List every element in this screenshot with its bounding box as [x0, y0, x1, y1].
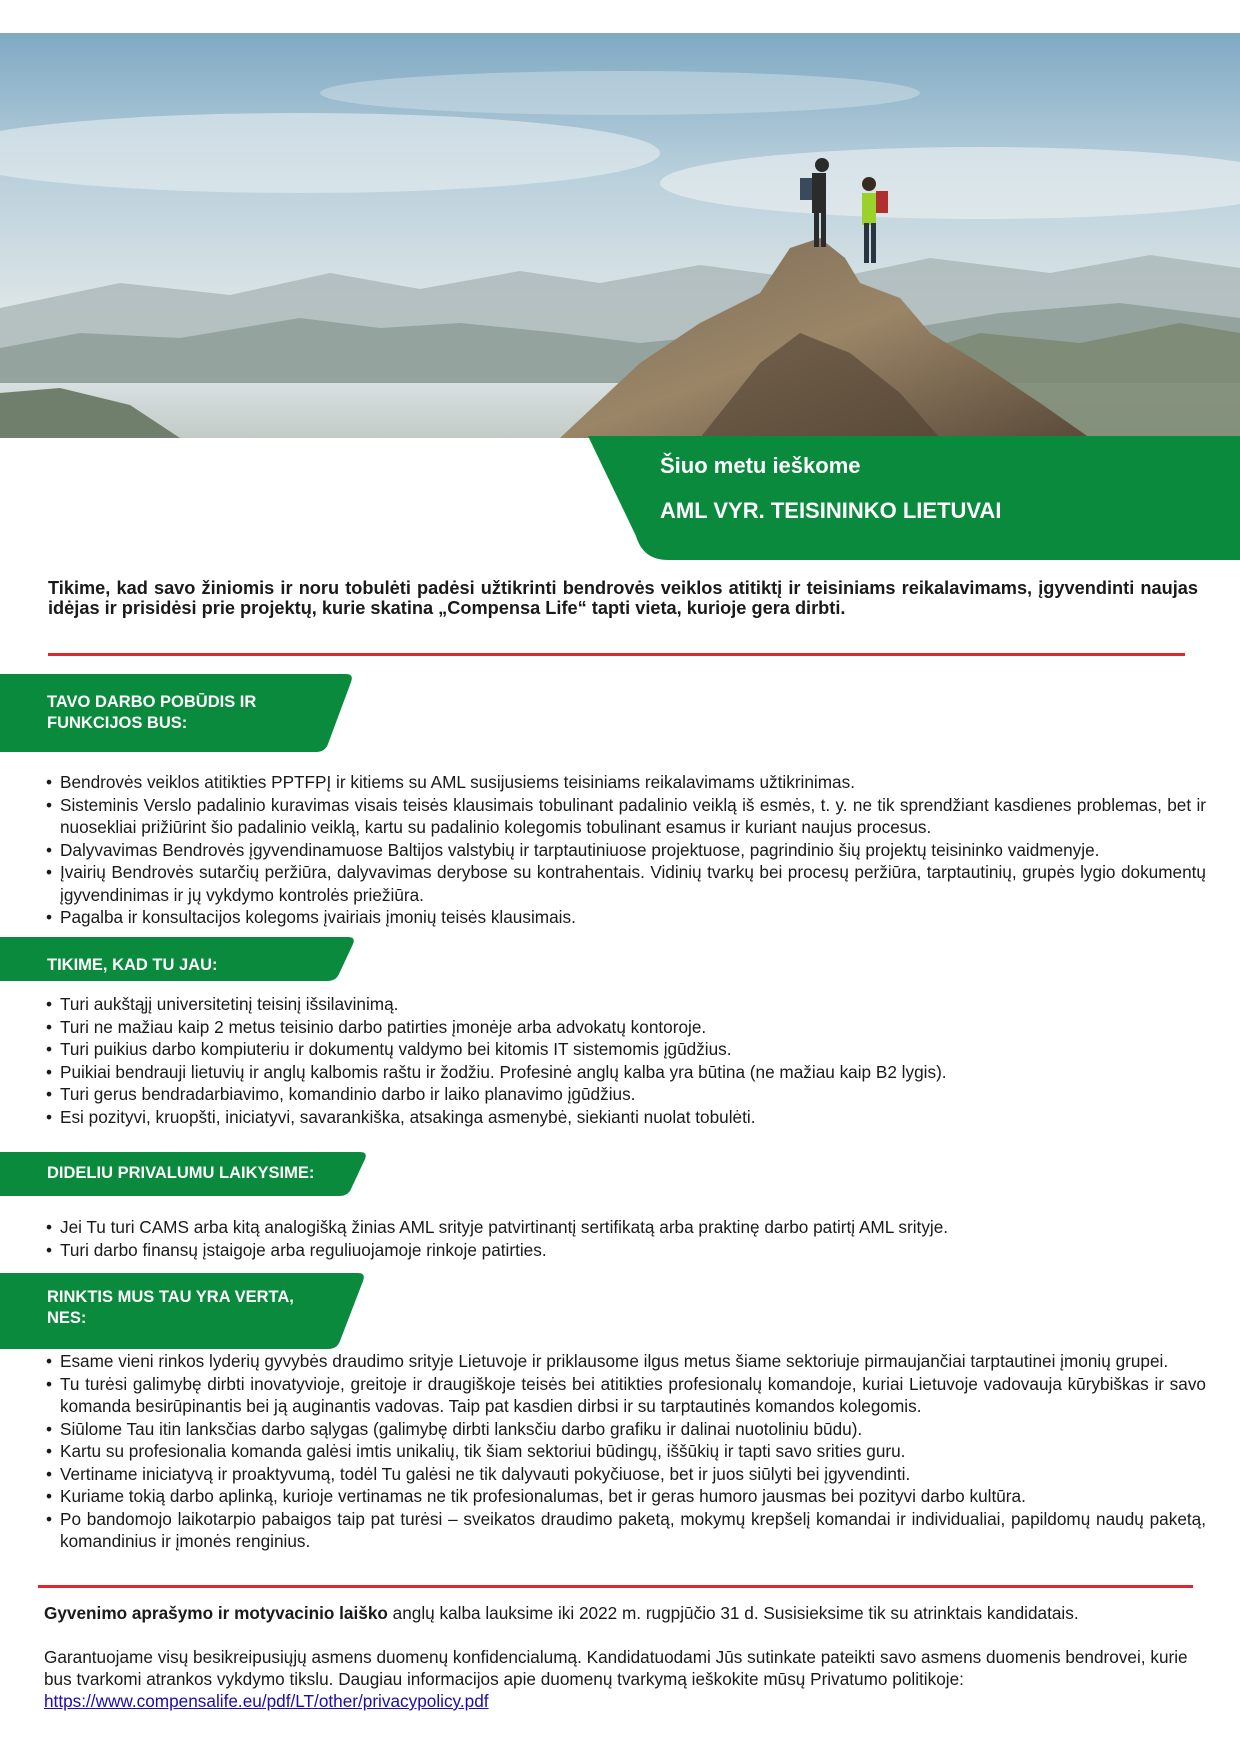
section-tab-advantages [0, 1152, 368, 1196]
requirements-list [46, 993, 1206, 1128]
list-item: • Vertiname iniciatyvą ir proaktyvumą, todėl Tu galėsi ne tik dalyvauti pokyčiuose, bet ir juos siūlyti bei įgyvendinti. [46, 1463, 1206, 1486]
advantages-list [46, 1216, 1206, 1261]
list-item: • Pagalba ir konsultacijos kolegoms įvairiais įmonių teisės klausimais. [46, 906, 1206, 929]
section-title: TAVO DARBO POBŪDIS IR FUNKCIJOS BUS: [47, 693, 257, 732]
application-note [44, 1602, 1204, 1624]
list-item: • Turi darbo finansų įstaigoje arba reguliuojamoje rinkoje patirties. [46, 1239, 1206, 1262]
list-item: • Kuriame tokią darbo aplinką, kurioje vertinamas ne tik profesionalumas, bet ir geras humoro jausmas bei pozityvi darbo kultūra. [46, 1485, 1206, 1508]
list-item: • Turi ne mažiau kaip 2 metus teisinio darbo patirties įmonėje arba advokatų kontoroje. [46, 1016, 1206, 1039]
benefits-list [46, 1350, 1206, 1553]
list-item: • Turi gerus bendradarbiavimo, komandinio darbo ir laiko planavimo įgūdžius. [46, 1083, 1206, 1106]
section-title: TIKIME, KAD TU JAU: [47, 956, 218, 974]
list-item: • Dalyvavimas Bendrovės įgyvendinamuose Baltijos valstybių ir tarptautiniuose projektuose, pagrindinio šių projektų teisininko vaidmenyje. [46, 839, 1206, 862]
application-note-text: anglų kalba lauksime iki 2022 m. rugpjūčio 31 d. Susisieksime tik su atrinktais kandidatais. [387, 1603, 1079, 1623]
section-tab-requirements [0, 937, 356, 981]
section-tab-benefits [0, 1273, 366, 1349]
list-item: • Turi puikius darbo kompiuteriu ir dokumentų valdymo bei kitomis IT sistemomis įgūdžius. [46, 1038, 1206, 1061]
list-item: • Sisteminis Verslo padalinio kuravimas visais teisės klausimais tobulinant padalinio veiklą iš esmės, t. y. ne tik sprendžiant kasdienes problemas, bet ir nuosekliai prižiūrint šio padalinio veiklą, kartu su padalinio kolegomis tobulinant esamus ir kuriant naujus procesus. [46, 794, 1206, 839]
list-item: • Tu turėsi galimybę dirbti inovatyvioje, greitoje ir draugiškoje teisės bei atitikties profesionalų komandoje, kuriai Lietuvoje vadovauja kūrybiškas ir savo komanda besirūpinantis bei ją auginantis vadovas. Taip pat kasdien dirbsi ir su tarptautinės komandos kolegomis. [46, 1373, 1206, 1418]
job-title: AML VYR. TEISININKO LIETUVAI [660, 498, 1002, 523]
divider [38, 1585, 1193, 1588]
banner-subtitle: Šiuo metu ieškome [660, 453, 861, 478]
privacy-text: Garantuojame visų besikreipusiųjų asmens duomenų konfidencialumą. Kandidatuodami Jūs sutinkate pateikti savo asmens duomenis bendrovei, kurie bus tvarkomi atrankos vykdymo tikslu. Daugiau informacijos apie duomenų tvarkymą ieškokite mūsų Privatumo politikoje: [44, 1647, 1188, 1689]
list-item: • Esame vieni rinkos lyderių gyvybės draudimo srityje Lietuvoje ir priklausome ilgus metus šiame sektoriuje pirmaujančiai tarptautinei įmonių grupei. [46, 1350, 1206, 1373]
hero-photo [0, 33, 1240, 438]
privacy-notice [44, 1646, 1214, 1712]
section-title: RINKTIS MUS TAU YRA VERTA, NES: [47, 1288, 294, 1327]
privacy-policy-link[interactable]: https://www.compensalife.eu/pdf/LT/other/privacypolicy.pdf [44, 1691, 489, 1711]
list-item: • Įvairių Bendrovės sutarčių peržiūra, dalyvavimas derybose su kontrahentais. Vidinių tvarkų bei procesų peržiūra, tarptautinių, grupės lygio dokumentų įgyvendinimas ir jų vykdymo kontrolės priežiūra. [46, 861, 1206, 906]
list-item: • Kartu su profesionalia komanda galėsi imtis unikalių, tik šiam sektoriui būdingų, iššūkių ir tapti savo srities guru. [46, 1440, 1206, 1463]
list-item: • Puikiai bendrauji lietuvių ir anglų kalbomis raštu ir žodžiu. Profesinė anglų kalba yra būtina (ne mažiau kaip B2 lygis). [46, 1061, 1206, 1084]
list-item: • Turi aukštąjį universitetinį teisinį išsilavinimą. [46, 993, 1206, 1016]
duties-list [46, 771, 1206, 929]
application-note-bold: Gyvenimo aprašymo ir motyvacinio laiško [44, 1603, 388, 1623]
list-item: • Jei Tu turi CAMS arba kitą analogišką žinias AML srityje patvirtinantį sertifikatą arba praktinę darbo patirtį AML srityje. [46, 1216, 1206, 1239]
list-item: • Siūlome Tau itin lanksčias darbo sąlygas (galimybę dirbti lanksčiu darbo grafiku ir dalinai nuotoliniu būdu). [46, 1418, 1206, 1441]
section-title: DIDELIU PRIVALUMU LAIKYSIME: [47, 1164, 315, 1182]
list-item: • Bendrovės veiklos atitikties PPTFPĮ ir kitiems su AML susijusiems teisiniams reikalavimams užtikrinimas. [46, 771, 1206, 794]
list-item: • Esi pozityvi, kruopšti, iniciatyvi, savarankiška, atsakinga asmenybė, siekianti nuolat tobulėti. [46, 1106, 1206, 1129]
intro-paragraph: Tikime, kad savo žiniomis ir noru tobulėti padėsi užtikrinti bendrovės veiklos atitiktį ir teisiniams reikalavimams, įgyvendinti naujas idėjas ir prisidėsi prie projektų, kurie skatina „Compensa Life“ tapti vieta, kurioje gera dirbti. [48, 578, 1198, 618]
list-item: • Po bandomojo laikotarpio pabaigos taip pat turėsi – sveikatos draudimo paketą, mokymų krepšelį komandai ir individualiai, papildomų naudų paketą, komandinius ir įmonės renginius. [46, 1508, 1206, 1553]
divider [48, 653, 1185, 656]
section-tab-duties [0, 674, 354, 752]
job-title-banner [588, 436, 1240, 560]
